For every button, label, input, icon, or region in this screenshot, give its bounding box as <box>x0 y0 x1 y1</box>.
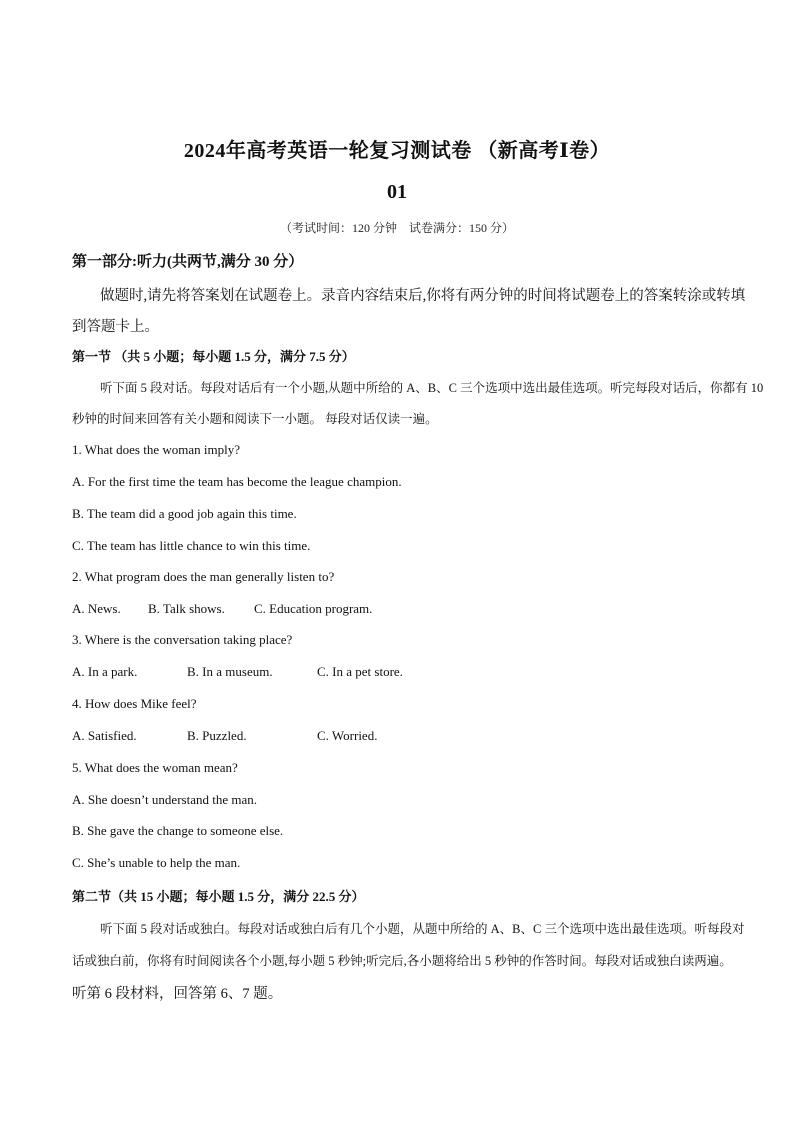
section1-heading: 第一节 （共 5 小题；每小题 1.5 分，满分 7.5 分） <box>72 349 355 364</box>
question-1-option-b: B. The team did a good job again this time. <box>72 506 297 521</box>
question-4-option-c: C. Worried. <box>317 728 378 743</box>
section2-instruction-line2: 话或独白前，你将有时间阅读各个小题,每小题 5 秒钟;听完后,各小题将给出 5 秒钟的作答时间。每段对话或独白读两遍。 <box>72 954 732 968</box>
section2-instruction-line1: 听下面 5 段对话或独白。每段对话或独白后有几个小题，从题中所给的 A、B、C 三个选项中选出最佳选项。听每段对 <box>100 922 745 936</box>
section2-heading: 第二节（共 15 小题；每小题 1.5 分，满分 22.5 分） <box>72 889 365 904</box>
question-1: 1. What does the woman imply? <box>72 442 241 457</box>
question-5-option-c: C. She’s unable to help the man. <box>72 855 241 870</box>
question-2-option-b: B. Talk shows. <box>148 601 225 616</box>
question-2: 2. What program does the man generally listen to? <box>72 569 335 584</box>
page-title: 2024年高考英语一轮复习测试卷 （新高考Ⅰ卷） <box>183 140 611 162</box>
question-4-option-b: B. Puzzled. <box>187 728 247 743</box>
part1-heading: 第一部分:听力(共两节,满分 30 分） <box>72 254 304 270</box>
question-3-option-b: B. In a museum. <box>187 664 273 679</box>
question-3-option-a: A. In a park. <box>72 664 138 679</box>
part1-instruction-line2: 到答题卡上。 <box>72 319 159 335</box>
question-2-option-a: A. News. <box>72 601 121 616</box>
question-4-option-a: A. Satisfied. <box>72 728 137 743</box>
question-1-option-c: C. The team has little chance to win this time. <box>72 538 311 553</box>
question-3-option-c: C. In a pet store. <box>317 664 403 679</box>
section1-instruction-line2: 秒钟的时间来回答有关小题和阅读下一小题。 每段对话仅读一遍。 <box>72 412 438 426</box>
part1-instruction-line1: 做题时,请先将答案划在试题卷上。录音内容结束后,你将有两分钟的时间将试题卷上的答案转涂或转填 <box>100 288 746 304</box>
question-5-option-b: B. She gave the change to someone else. <box>72 823 284 838</box>
question-3: 3. Where is the conversation taking place? <box>72 632 293 647</box>
question-1-option-a: A. For the first time the team has become the league champion. <box>72 474 402 489</box>
paper-number: 01 <box>387 181 407 203</box>
section2-instruction-line3: 听第 6 段材料，回答第 6、7 题。 <box>72 986 283 1002</box>
question-5-option-a: A. She doesn’t understand the man. <box>72 792 257 807</box>
question-2-option-c: C. Education program. <box>254 601 373 616</box>
question-4: 4. How does Mike feel? <box>72 696 197 711</box>
question-5: 5. What does the woman mean? <box>72 760 238 775</box>
exam-info: （考试时间：120 分钟 试卷满分：150 分） <box>279 221 514 235</box>
section1-instruction-line1: 听下面 5 段对话。每段对话后有一个小题,从题中所给的 A、B、C 三个选项中选出最佳选项。听完每段对话后，你都有 10 <box>100 381 764 395</box>
